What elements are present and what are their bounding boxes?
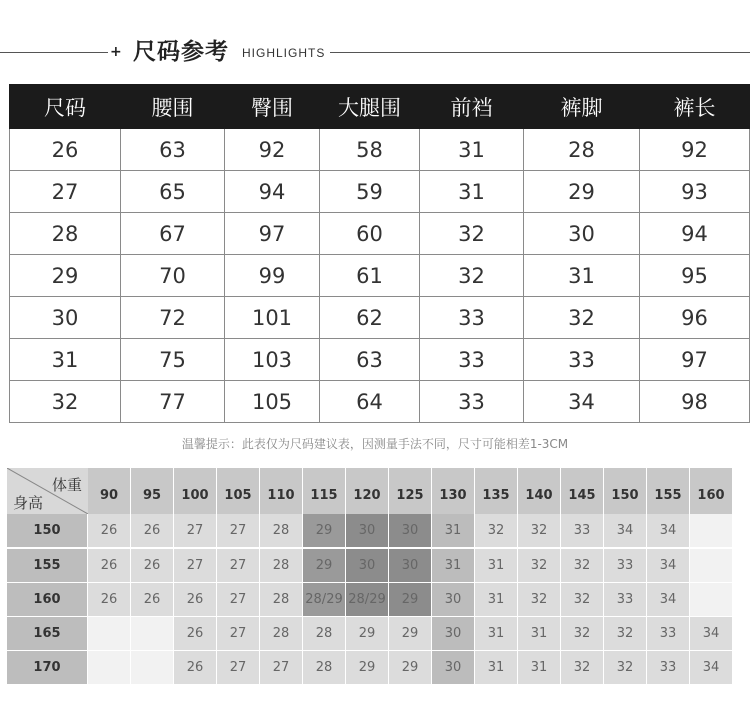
weight-header: 150 <box>604 468 646 514</box>
column-header: 裤脚 <box>524 85 640 129</box>
size-table-header <box>10 85 750 129</box>
table-row <box>10 129 750 171</box>
weight-header: 135 <box>475 468 517 514</box>
size-cell: 29 <box>389 583 431 616</box>
size-note: 温馨提示：此表仅为尺码建议表，因测量手法不同，尺寸可能相差1-3CM <box>181 437 569 451</box>
weight-header: 130 <box>432 468 474 514</box>
table-row <box>10 255 750 297</box>
weight-header: 110 <box>260 468 302 514</box>
size-cell: 27 <box>174 549 216 582</box>
chart-corner <box>7 468 88 514</box>
size-cell: 30 <box>389 514 431 547</box>
size-cell: 28 <box>303 651 345 684</box>
table-cell: 94 <box>225 171 320 213</box>
size-cell: 31 <box>475 583 517 616</box>
size-cell: 29 <box>346 617 388 650</box>
table-cell: 77 <box>121 381 225 423</box>
table-cell: 33 <box>420 381 524 423</box>
size-cell: 29 <box>389 651 431 684</box>
size-cell: 26 <box>174 617 216 650</box>
size-cell <box>690 549 732 582</box>
table-cell: 70 <box>121 255 225 297</box>
size-cell: 27 <box>174 514 216 547</box>
table-cell: 72 <box>121 297 225 339</box>
weight-header: 100 <box>174 468 216 514</box>
size-cell <box>131 617 173 650</box>
size-cell: 30 <box>432 651 474 684</box>
weight-header: 145 <box>561 468 603 514</box>
size-cell: 27 <box>217 549 259 582</box>
size-cell <box>690 514 732 547</box>
weight-header: 95 <box>131 468 173 514</box>
weight-header: 105 <box>217 468 259 514</box>
size-cell: 26 <box>131 549 173 582</box>
header-right-rule <box>330 52 750 53</box>
table-cell: 103 <box>225 339 320 381</box>
column-header: 大腿围 <box>320 85 420 129</box>
height-header: 170 <box>7 651 87 684</box>
size-cell: 31 <box>475 549 517 582</box>
size-cell: 32 <box>561 617 603 650</box>
size-cell: 32 <box>561 651 603 684</box>
table-cell: 31 <box>420 129 524 171</box>
table-cell: 59 <box>320 171 420 213</box>
size-cell: 26 <box>131 514 173 547</box>
weight-header: 115 <box>303 468 345 514</box>
column-header: 前裆 <box>420 85 524 129</box>
table-row <box>10 297 750 339</box>
table-cell: 99 <box>225 255 320 297</box>
table-cell: 65 <box>121 171 225 213</box>
table-cell: 61 <box>320 255 420 297</box>
size-cell: 28/29 <box>346 583 388 616</box>
table-cell: 28 <box>524 129 640 171</box>
table-cell: 64 <box>320 381 420 423</box>
size-cell: 28 <box>260 583 302 616</box>
size-cell: 26 <box>88 514 130 547</box>
size-cell: 31 <box>432 514 474 547</box>
table-cell: 30 <box>524 213 640 255</box>
size-cell: 34 <box>604 514 646 547</box>
plus-icon: + <box>110 44 122 60</box>
size-cell: 33 <box>604 549 646 582</box>
table-row <box>10 381 750 423</box>
size-cell: 32 <box>604 617 646 650</box>
table-cell: 33 <box>420 297 524 339</box>
table-cell: 63 <box>121 129 225 171</box>
column-header: 臀围 <box>225 85 320 129</box>
weight-header: 120 <box>346 468 388 514</box>
column-header: 尺码 <box>10 85 121 129</box>
height-header: 150 <box>7 514 87 547</box>
size-cell: 28/29 <box>303 583 345 616</box>
size-cell: 31 <box>475 651 517 684</box>
size-cell: 32 <box>561 549 603 582</box>
size-cell: 28 <box>260 514 302 547</box>
size-cell: 26 <box>88 549 130 582</box>
table-cell: 58 <box>320 129 420 171</box>
table-cell: 30 <box>10 297 121 339</box>
table-cell: 33 <box>524 339 640 381</box>
table-cell: 32 <box>10 381 121 423</box>
size-cell: 29 <box>389 617 431 650</box>
size-cell: 34 <box>647 583 689 616</box>
size-table <box>9 84 750 423</box>
size-cell: 26 <box>131 583 173 616</box>
table-cell: 92 <box>640 129 750 171</box>
size-cell: 26 <box>174 583 216 616</box>
table-row <box>10 171 750 213</box>
size-cell: 32 <box>518 583 560 616</box>
table-cell: 29 <box>10 255 121 297</box>
table-cell: 31 <box>10 339 121 381</box>
size-cell: 31 <box>475 617 517 650</box>
table-cell: 26 <box>10 129 121 171</box>
table-cell: 32 <box>420 213 524 255</box>
size-cell: 29 <box>303 514 345 547</box>
table-cell: 63 <box>320 339 420 381</box>
size-cell: 27 <box>217 617 259 650</box>
size-cell: 30 <box>432 617 474 650</box>
size-cell: 26 <box>174 651 216 684</box>
table-cell: 97 <box>640 339 750 381</box>
table-cell: 62 <box>320 297 420 339</box>
weight-header: 90 <box>88 468 130 514</box>
size-cell <box>88 651 130 684</box>
table-cell: 32 <box>524 297 640 339</box>
size-cell: 31 <box>518 617 560 650</box>
table-cell: 28 <box>10 213 121 255</box>
section-subtitle: HIGHLIGHTS <box>242 46 326 60</box>
table-cell: 34 <box>524 381 640 423</box>
table-cell: 31 <box>420 171 524 213</box>
size-cell: 28 <box>303 617 345 650</box>
table-cell: 75 <box>121 339 225 381</box>
table-cell: 32 <box>420 255 524 297</box>
size-cell <box>88 617 130 650</box>
header-left-rule <box>0 52 108 53</box>
column-header: 裤长 <box>640 85 750 129</box>
size-cell: 26 <box>88 583 130 616</box>
height-axis-label: 身高 <box>13 494 44 512</box>
table-cell: 97 <box>225 213 320 255</box>
size-cell: 32 <box>518 549 560 582</box>
size-cell: 32 <box>561 583 603 616</box>
size-cell: 33 <box>647 617 689 650</box>
size-cell: 29 <box>303 549 345 582</box>
size-cell: 27 <box>217 514 259 547</box>
table-cell: 67 <box>121 213 225 255</box>
size-cell: 30 <box>389 549 431 582</box>
table-cell: 98 <box>640 381 750 423</box>
section-header <box>0 36 750 68</box>
size-cell: 33 <box>604 583 646 616</box>
weight-header: 125 <box>389 468 431 514</box>
table-cell: 33 <box>420 339 524 381</box>
size-cell: 32 <box>475 514 517 547</box>
weight-header: 160 <box>690 468 732 514</box>
table-cell: 94 <box>640 213 750 255</box>
size-cell: 28 <box>260 549 302 582</box>
height-header: 160 <box>7 583 87 616</box>
height-header: 155 <box>7 549 87 582</box>
size-cell: 32 <box>518 514 560 547</box>
size-cell: 34 <box>690 651 732 684</box>
table-cell: 27 <box>10 171 121 213</box>
table-cell: 93 <box>640 171 750 213</box>
weight-axis-label: 体重 <box>51 476 82 494</box>
size-cell <box>131 651 173 684</box>
size-cell <box>690 583 732 616</box>
table-row <box>10 213 750 255</box>
size-cell: 34 <box>690 617 732 650</box>
size-cell: 30 <box>432 583 474 616</box>
table-cell: 105 <box>225 381 320 423</box>
weight-header: 140 <box>518 468 560 514</box>
size-cell: 28 <box>260 617 302 650</box>
table-cell: 101 <box>225 297 320 339</box>
column-header: 腰围 <box>121 85 225 129</box>
size-cell: 34 <box>647 549 689 582</box>
size-cell: 30 <box>346 549 388 582</box>
size-cell: 27 <box>217 651 259 684</box>
table-cell: 31 <box>524 255 640 297</box>
table-cell: 95 <box>640 255 750 297</box>
size-cell: 31 <box>518 651 560 684</box>
table-cell: 29 <box>524 171 640 213</box>
height-header: 165 <box>7 617 87 650</box>
size-cell: 31 <box>432 549 474 582</box>
size-cell: 33 <box>561 514 603 547</box>
size-cell: 30 <box>346 514 388 547</box>
section-title: 尺码参考 <box>133 39 229 65</box>
weight-header: 155 <box>647 468 689 514</box>
size-cell: 27 <box>260 651 302 684</box>
table-cell: 92 <box>225 129 320 171</box>
size-cell: 32 <box>604 651 646 684</box>
size-cell: 34 <box>647 514 689 547</box>
table-cell: 96 <box>640 297 750 339</box>
size-cell: 27 <box>217 583 259 616</box>
table-row <box>10 339 750 381</box>
size-cell: 29 <box>346 651 388 684</box>
size-cell: 33 <box>647 651 689 684</box>
table-cell: 60 <box>320 213 420 255</box>
